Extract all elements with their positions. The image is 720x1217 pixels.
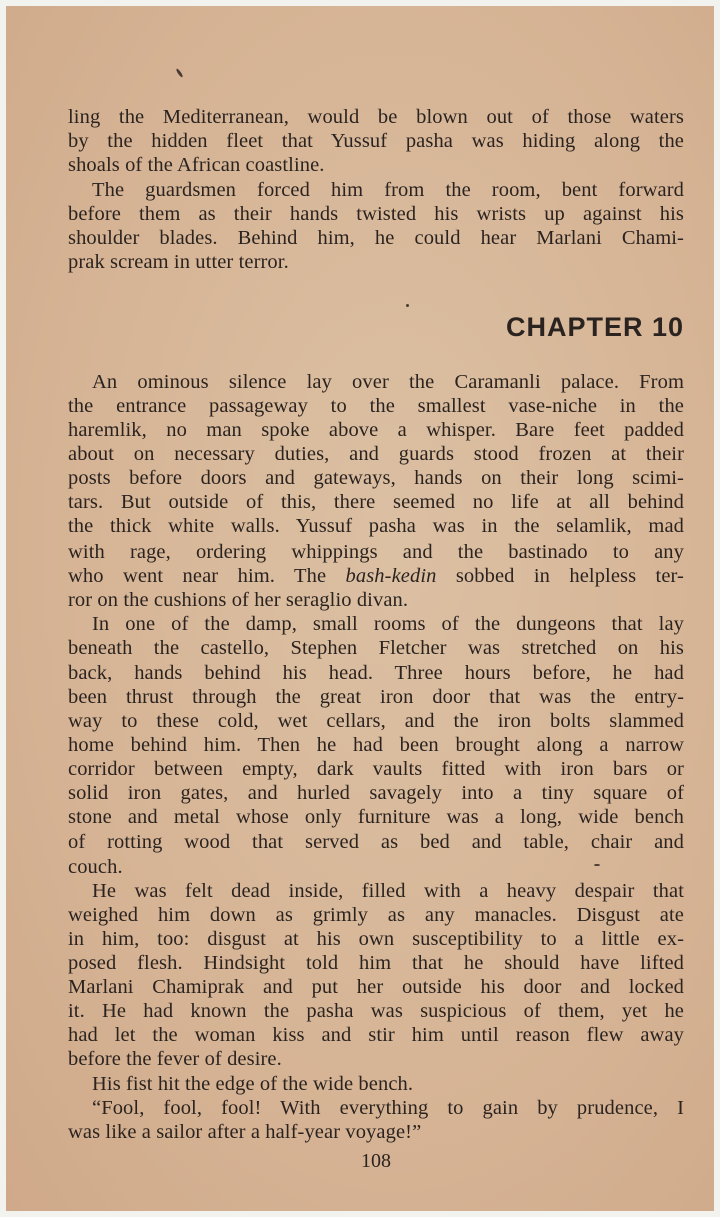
text-line: Marlani Chamiprak and put her outside his door and locked [68, 976, 684, 998]
text-line: couch. [68, 856, 123, 878]
text-line: way to these cold, wet cellars, and the iron bolts slammed [68, 710, 684, 732]
text-line: had let the woman kiss and stir him until reason flew away [68, 1024, 684, 1046]
text-line: He was felt dead inside, filled with a heavy despair that [92, 880, 684, 902]
text-line: The guardsmen forced him from the room, bent forward [92, 179, 684, 201]
text-line: His fist hit the edge of the wide bench. [92, 1073, 414, 1095]
text-line: beneath the castello, Stephen Fletcher was stretched on his [68, 637, 684, 659]
text-line: shoals of the African coastline. [68, 154, 325, 176]
text-line: weighed him down as grimly as any manacles. Disgust ate [68, 904, 684, 926]
text-line: stone and metal whose only furniture was a long, wide bench [68, 806, 684, 828]
text-line: home behind him. Then he had been brought along a narrow [68, 734, 684, 756]
book-page [68, 0, 684, 1217]
text-line [68, 564, 684, 588]
text-line: tars. But outside of this, there seemed no life at all behind [68, 491, 684, 513]
text-line: haremlik, no man spoke above a whisper. Bare feet padded [68, 419, 684, 441]
italic-term: bash-kedin [345, 565, 437, 587]
page-number: 108 [361, 1150, 391, 1172]
text-segment: who went near him. The [68, 565, 346, 587]
text-line: back, hands behind his head. Three hours before, he had [68, 662, 684, 684]
text-segment: sobbed in helpless ter- [436, 565, 684, 587]
text-line: before the fever of desire. [68, 1048, 282, 1070]
text-line: “Fool, fool, fool! With everything to gain by prudence, I [92, 1097, 684, 1119]
text-line: posed flesh. Hindsight told him that he should have lifted [68, 952, 684, 974]
text-line: solid iron gates, and hurled savagely into a tiny square of [68, 782, 684, 804]
text-line: it. He had known the pasha was suspicious of them, yet he [68, 1000, 684, 1022]
text-line: was like a sailor after a half-year voyage!” [68, 1121, 422, 1143]
text-line: In one of the damp, small rooms of the dungeons that lay [92, 613, 684, 635]
text-line: the thick white walls. Yussuf pasha was in the selamlik, mad [68, 515, 684, 537]
text-line: of rotting wood that served as bed and table, chair and [68, 831, 684, 853]
text-line: with rage, ordering whippings and the bastinado to any [68, 541, 684, 563]
text-line: posts before doors and gateways, hands on their long scimi- [68, 467, 684, 489]
text-line: An ominous silence lay over the Caramanli palace. From [92, 371, 684, 393]
text-line: shoulder blades. Behind him, he could hear Marlani Chami- [68, 227, 684, 249]
text-line: by the hidden fleet that Yussuf pasha was hiding along the [68, 130, 684, 152]
text-line: ling the Mediterranean, would be blown out of those waters [68, 106, 684, 128]
text-line: ror on the cushions of her seraglio divan. [68, 589, 409, 611]
chapter-heading: CHAPTER 10 [505, 312, 684, 342]
text-line: before them as their hands twisted his wrists up against his [68, 203, 684, 225]
text-line: the entrance passageway to the smallest vase-niche in the [68, 395, 684, 417]
text-line: corridor between empty, dark vaults fitted with iron bars or [68, 758, 684, 780]
text-line: in him, too: disgust at his own susceptibility to a little ex- [68, 928, 684, 950]
text-line: about on necessary duties, and guards stood frozen at their [68, 443, 684, 465]
text-line: been thrust through the great iron door that was the entry- [68, 686, 684, 708]
text-line: prak scream in utter terror. [68, 251, 289, 273]
